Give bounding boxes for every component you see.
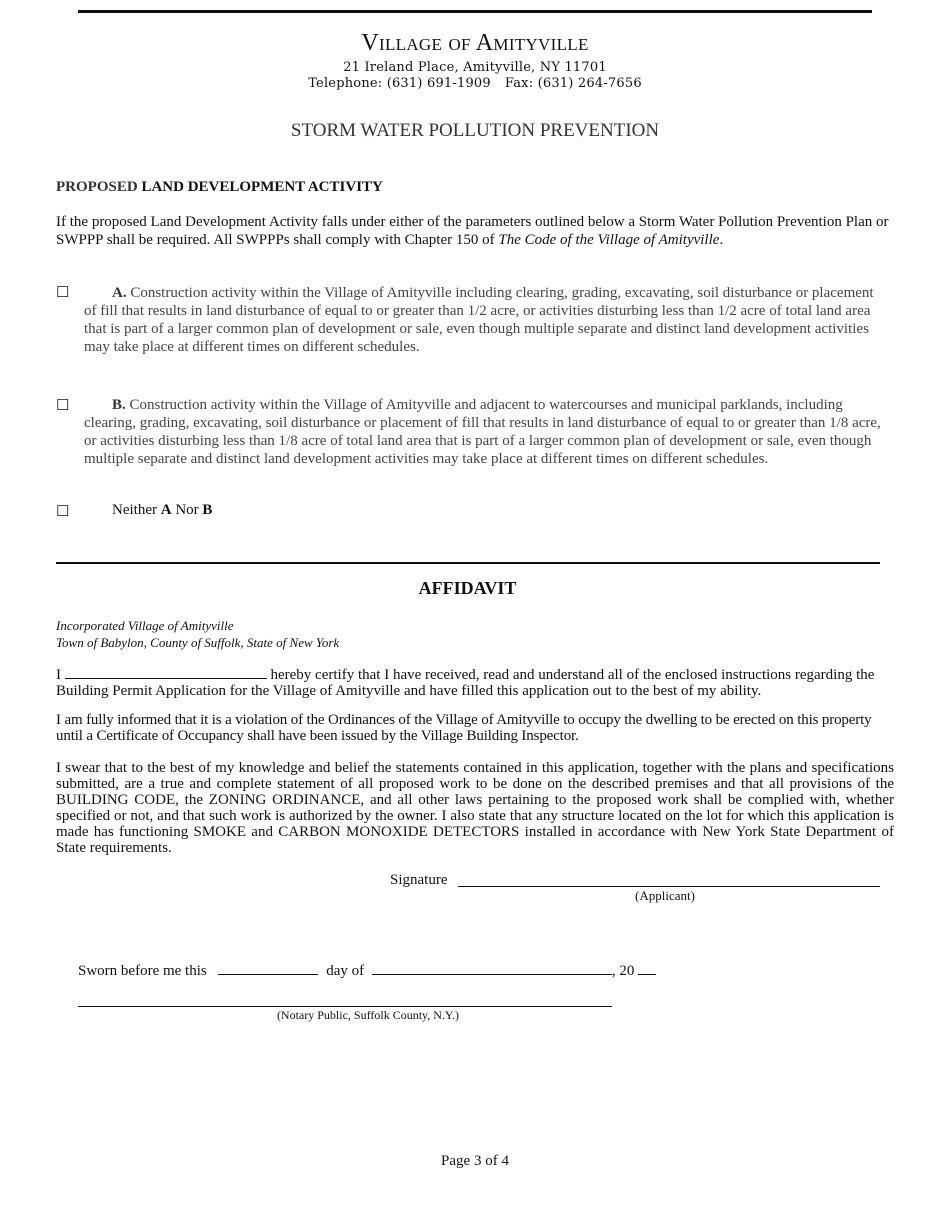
village-contact <box>0 76 950 91</box>
notary-signature-field[interactable] <box>78 1006 612 1007</box>
notary-caption: (Notary Public, Suffolk County, N.Y.) <box>276 1008 460 1022</box>
applicant-caption: (Applicant) <box>635 888 695 903</box>
option-b-text: B. Construction activity within the Village of Amityville and adjacent to watercourses and municipal parklands, including clearing, grading, excavating, soil disturbance or placement of fill that results in land disturbance of equal to or greater than 1/8 acre, or activities disturbing less than 1/8 acre of total land area that is part of a larger common plan of development or sale, even though multiple separate and distinct land development activities may take place at different times on different schedules. <box>84 397 881 467</box>
page-number: Page 3 of 4 <box>441 1153 509 1169</box>
affidavit-title: AFFIDAVIT <box>418 578 517 598</box>
section-divider <box>56 562 880 564</box>
sworn-line: Sworn before me this day of , 20 <box>78 960 656 980</box>
top-rule <box>78 10 872 13</box>
sworn-month-field[interactable] <box>372 960 612 975</box>
option-a-text: A. Construction activity within the Village of Amityville including clearing, grading, excavating, soil disturbance or placement of fill that results in land disturbance of equal to or greater than 1/2 acre, or activities disturbing less than 1/2 acre of total land area that is part of a larger common plan of development or sale, even though multiple separate and distinct land development activities may take place at different times on different schedules. <box>84 285 874 355</box>
village-address: 21 Ireland Place, Amityville, NY 11701 <box>343 60 607 75</box>
sworn-year-field[interactable] <box>638 960 656 975</box>
telephone: Telephone: (631) 691-1909 <box>308 76 491 91</box>
certify-paragraph: I hereby certify that I have received, read and understand all of the enclosed instructions regarding the Building Permit Application for the Village of Amityville and have filled this application out to the best of my ability. <box>56 664 894 699</box>
village-name: Village of Amityville <box>361 30 589 56</box>
fax: Fax: (631) 264-7656 <box>504 76 642 91</box>
signature-label: Signature <box>390 872 448 888</box>
page-title: STORM WATER POLLUTION PREVENTION <box>290 120 660 141</box>
ordinance-paragraph: I am fully informed that it is a violation of the Ordinances of the Village of Amityville to occupy the dwelling to be erected on this property until a Certificate of Occupancy shall have been issued by the Village Building Inspector. <box>56 712 872 744</box>
option-neither-text: Neither A Nor B <box>112 502 213 518</box>
option-a-checkbox[interactable]: ☐ <box>56 285 70 301</box>
intro-paragraph: If the proposed Land Development Activity falls under either of the parameters outlined below a Storm Water Pollution Prevention Plan or SWPPP shall be required. All SWPPPs shall comply with Chapter 150 of The Code of the Village of Amityville. <box>56 214 889 248</box>
applicant-name-field[interactable] <box>65 664 267 679</box>
option-neither-checkbox[interactable]: ☐ <box>56 504 70 520</box>
location-line-1: Incorporated Village of Amityville <box>56 618 234 633</box>
location-line-2: Town of Babylon, County of Suffolk, State of New York <box>56 635 340 650</box>
sworn-day-field[interactable] <box>218 960 318 975</box>
option-b-checkbox[interactable]: ☐ <box>56 398 70 414</box>
section-heading: PROPOSED LAND DEVELOPMENT ACTIVITY <box>56 179 383 195</box>
swear-paragraph: I swear that to the best of my knowledge and belief the statements contained in this application, together with the plans and specifications submitted, are a true and complete statement of all proposed work to be done on the described premises and that all provisions of the BUILDING CODE, the ZONING ORDINANCE, and all other laws pertaining to the proposed work shall be complied with, whether specified or not, and that such work is authorized by the owner. I also state that any structure located on the lot for which this application is made has functioning SMOKE and CARBON MONOXIDE DETECTORS installed in accordance with New York State Department of State requirements. <box>56 760 894 856</box>
signature-field[interactable] <box>458 886 880 887</box>
